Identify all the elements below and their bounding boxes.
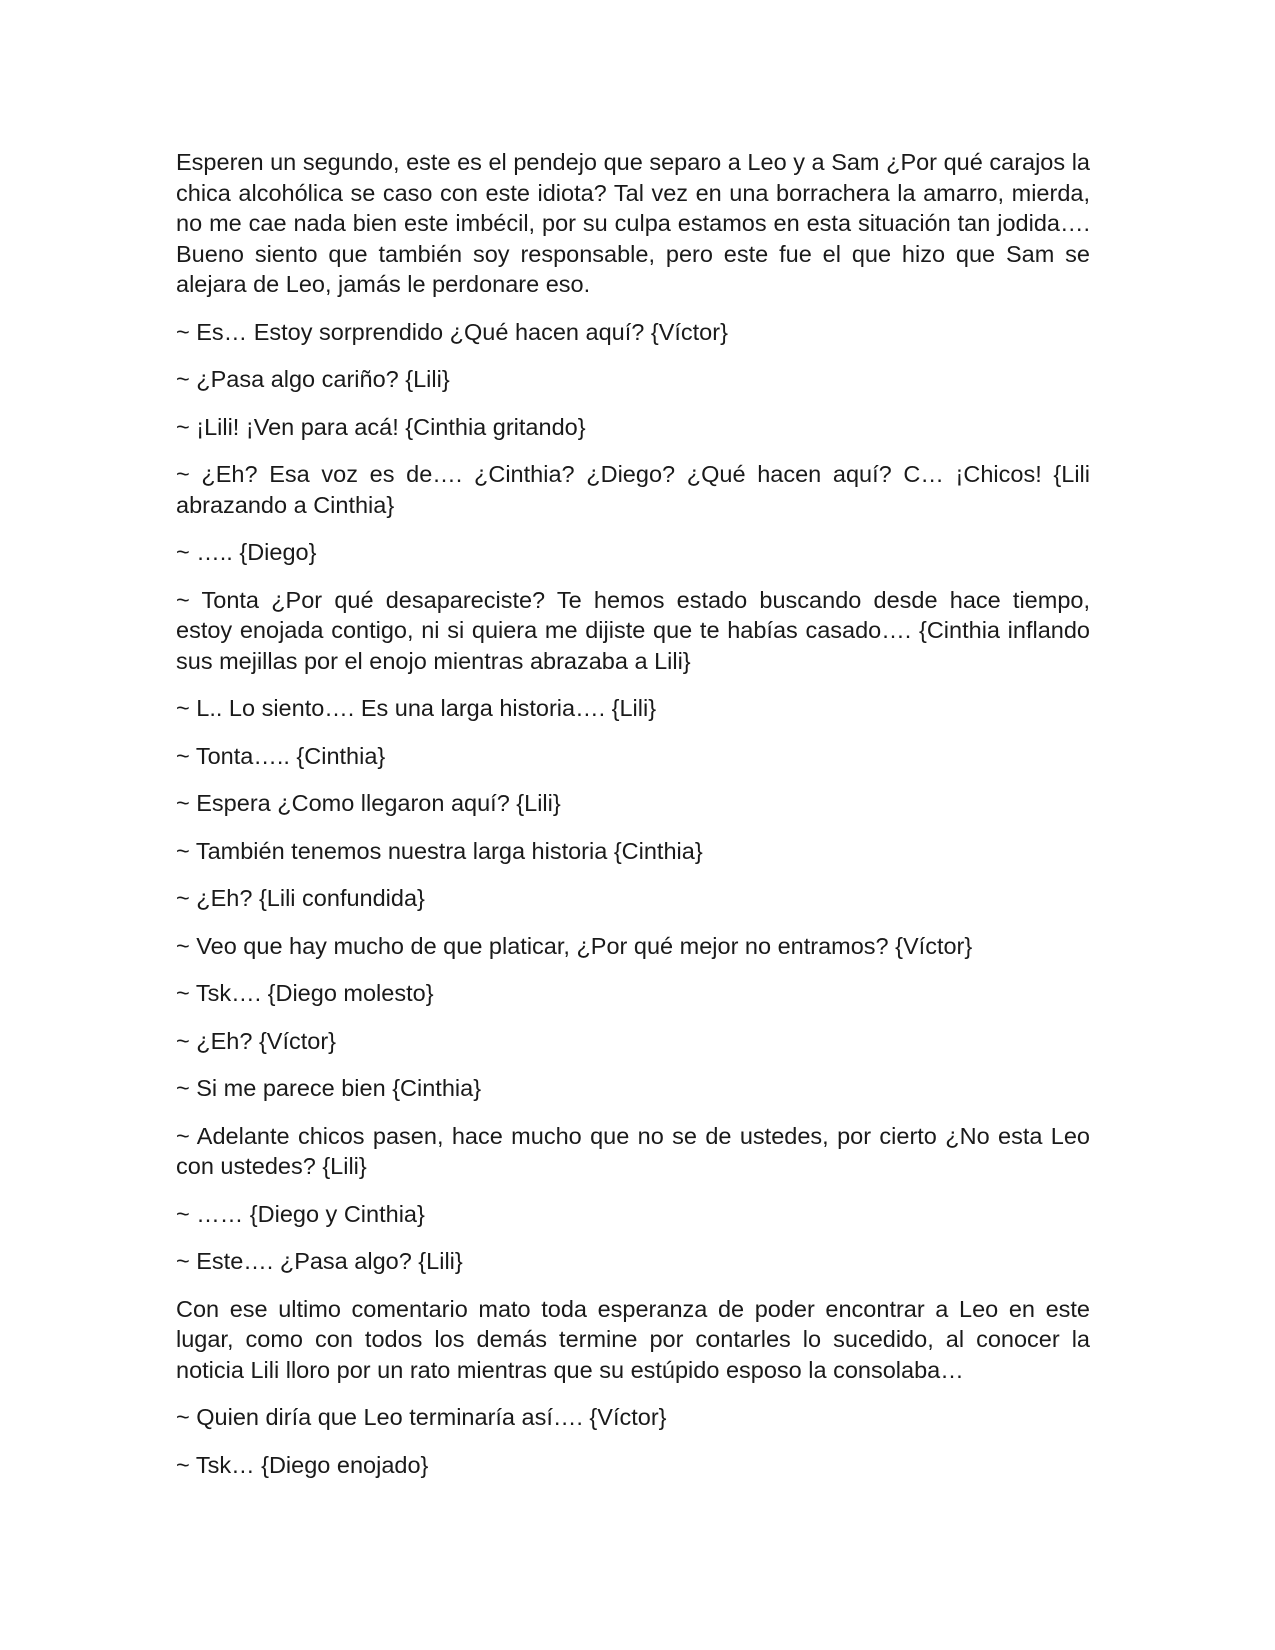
dialogue-line: ~ ….. {Diego} bbox=[176, 539, 317, 565]
dialogue-line: ~ ¿Eh? {Lili confundida} bbox=[176, 885, 425, 911]
dialogue-line: ~ ¿Pasa algo cariño? {Lili} bbox=[176, 366, 450, 392]
narration-paragraph: Esperen un segundo, este es el pendejo que separo a Leo y a Sam ¿Por qué carajos la chica alcohólica se caso con este idiota? Tal vez en una borrachera la amarro, mierda, no me cae nada bien este imbécil, por su culpa estamos en esta situación tan jodida…. Bueno siento que también soy responsable, pero este fue el que hizo que Sam se alejara de Leo, jamás le perdonare eso. bbox=[176, 149, 1090, 297]
document-body bbox=[176, 147, 1090, 1497]
dialogue-line: ~ …… {Diego y Cinthia} bbox=[176, 1200, 425, 1227]
dialogue-line: ~ ¡Lili! ¡Ven para acá! {Cinthia gritando} bbox=[176, 413, 586, 440]
dialogue-line: ~ Tsk… {Diego enojado} bbox=[176, 1451, 429, 1478]
dialogue-line: ~ Espera ¿Como llegaron aquí? {Lili} bbox=[176, 790, 561, 816]
dialogue-line: ~ Si me parece bien {Cinthia} bbox=[176, 1075, 482, 1101]
dialogue-line: ~ Tsk…. {Diego molesto} bbox=[176, 980, 434, 1006]
dialogue-line: ~ Tonta….. {Cinthia} bbox=[176, 742, 386, 769]
dialogue-line: ~ Es… Estoy sorprendido ¿Qué hacen aquí? {Víctor} bbox=[176, 318, 728, 345]
dialogue-line: ~ Adelante chicos pasen, hace mucho que no se de ustedes, por cierto ¿No esta Leo con ustedes? {Lili} bbox=[176, 1122, 1090, 1179]
dialogue-line: ~ También tenemos nuestra larga historia {Cinthia} bbox=[176, 837, 703, 864]
dialogue-line: ~ Quien diría que Leo terminaría así…. {Víctor} bbox=[176, 1404, 667, 1430]
dialogue-line: ~ Veo que hay mucho de que platicar, ¿Por qué mejor no entramos? {Víctor} bbox=[176, 932, 973, 959]
dialogue-line: ~ Este…. ¿Pasa algo? {Lili} bbox=[176, 1248, 463, 1274]
dialogue-line: ~ ¿Eh? Esa voz es de…. ¿Cinthia? ¿Diego? ¿Qué hacen aquí? C… ¡Chicos! {Lili abrazando a Cinthia} bbox=[176, 461, 1090, 518]
dialogue-line: ~ Tonta ¿Por qué desapareciste? Te hemos estado buscando desde hace tiempo, estoy enojada contigo, ni si quiera me dijiste que te habías casado…. {Cinthia inflando sus mejillas por el enojo mientras abrazaba a Lili} bbox=[176, 586, 1090, 674]
dialogue-line: ~ L.. Lo siento…. Es una larga historia…. {Lili} bbox=[176, 695, 657, 721]
dialogue-line: ~ ¿Eh? {Víctor} bbox=[176, 1027, 337, 1054]
narration-paragraph: Con ese ultimo comentario mato toda esperanza de poder encontrar a Leo en este lugar, como con todos los demás termine por contarles lo sucedido, al conocer la noticia Lili lloro por un rato mientras que su estúpido esposo la consolaba… bbox=[176, 1295, 1090, 1383]
